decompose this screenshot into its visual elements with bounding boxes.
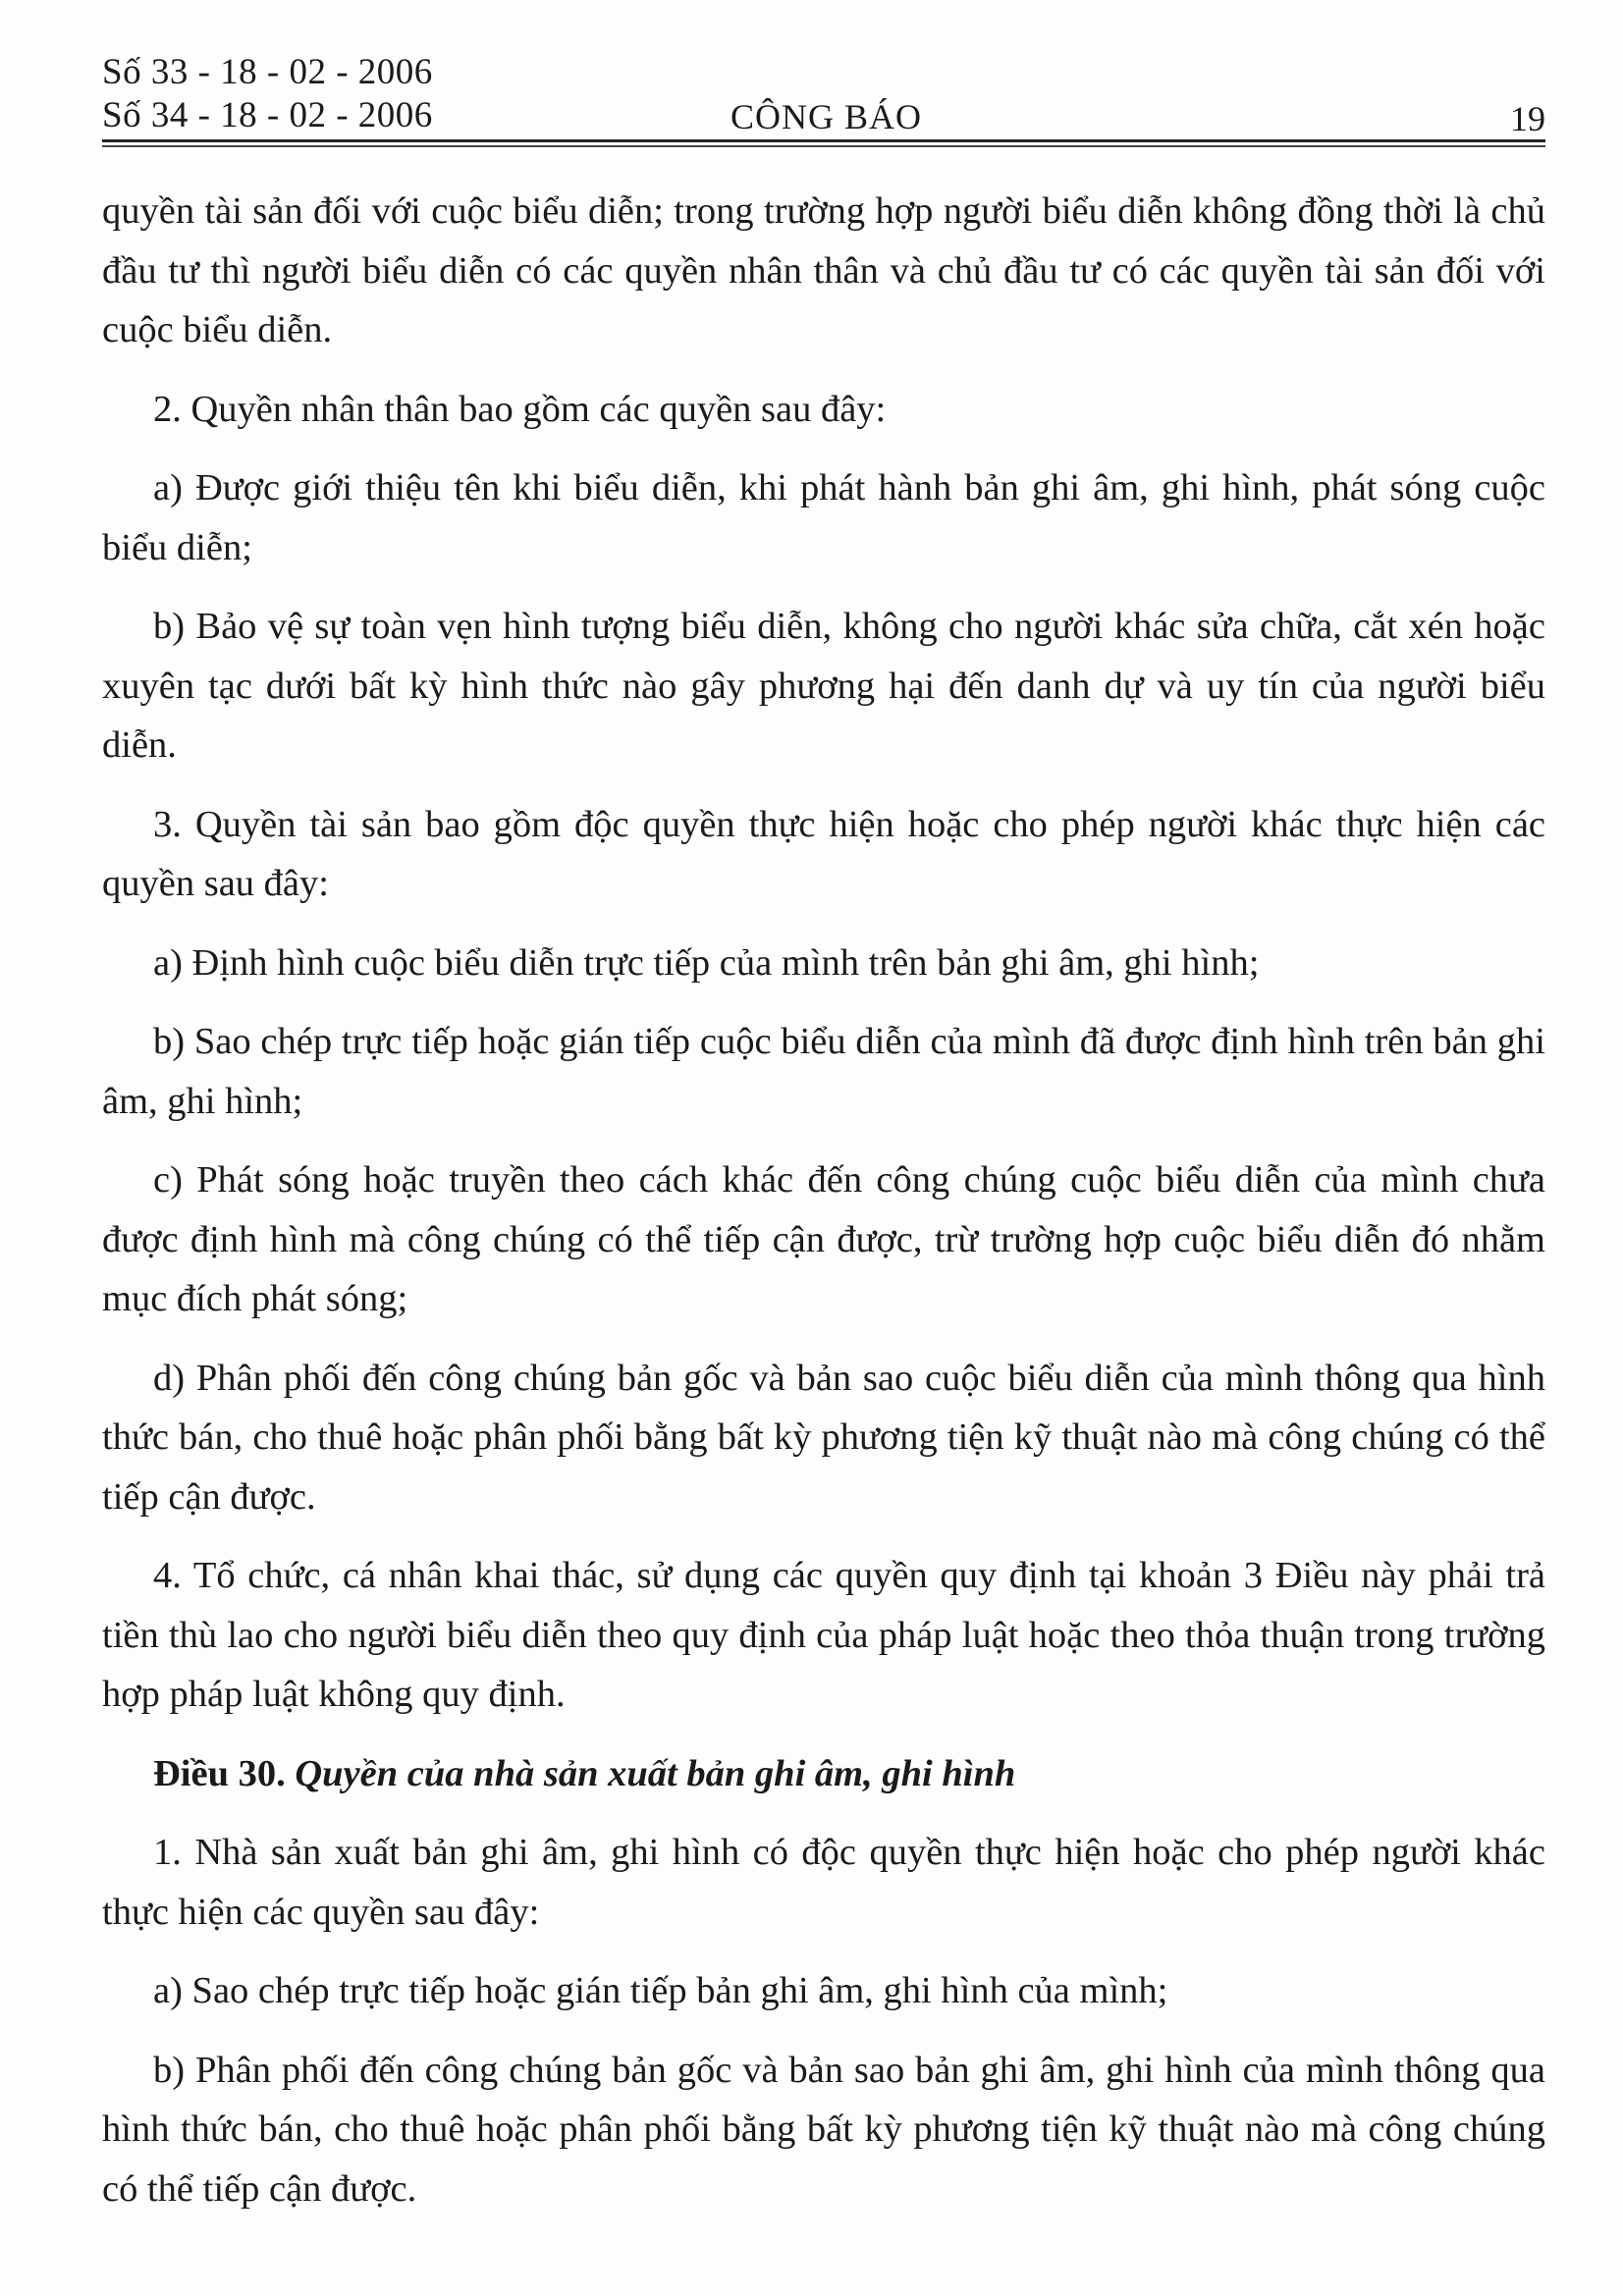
issue-line-1: Số 33 - 18 - 02 - 2006 bbox=[102, 52, 433, 92]
clause-2a: a) Được giới thiệu tên khi biểu diễn, khi phát hành bản ghi âm, ghi hình, phát sóng cuộc biểu diễn; bbox=[102, 467, 1545, 568]
clause-4: 4. Tổ chức, cá nhân khai thác, sử dụng các quyền quy định tại khoản 3 Điều này phải trả tiền thù lao cho người biểu diễn theo quy định của pháp luật hoặc theo thỏa thuận trong trường hợp pháp luật không quy định. bbox=[102, 1555, 1545, 1715]
clause-2b: b) Bảo vệ sự toàn vẹn hình tượng biểu diễn, không cho người khác sửa chữa, cắt xén hoặc xuyên tạc dưới bất kỳ hình thức nào gây phương hại đến danh dự và uy tín của người biểu diễn. bbox=[102, 606, 1545, 766]
article-number: Điều 30. bbox=[153, 1752, 286, 1794]
issue-numbers bbox=[102, 51, 433, 137]
clause-3a: a) Định hình cuộc biểu diễn trực tiếp của mình trên bản ghi âm, ghi hình; bbox=[153, 941, 1260, 984]
article-30-clause-1b: b) Phân phối đến công chúng bản gốc và bản sao bản ghi âm, ghi hình của mình thông qua hình thức bán, cho thuê hoặc phân phối bằng bất kỳ phương tiện kỹ thuật nào mà công chúng có thể tiếp cận được. bbox=[102, 2049, 1545, 2210]
clause-3c: c) Phát sóng hoặc truyền theo cách khác đến công chúng cuộc biểu diễn của mình chưa được định hình mà công chúng có thể tiếp cận được, trừ trường hợp cuộc biểu diễn đó nhằm mục đích phát sóng; bbox=[102, 1159, 1545, 1319]
page-number: 19 bbox=[1510, 99, 1545, 138]
article-title: Quyền của nhà sản xuất bản ghi âm, ghi hình bbox=[295, 1752, 1016, 1794]
gazette-title: CÔNG BÁO bbox=[730, 97, 923, 136]
header-rule-thick bbox=[102, 139, 1545, 142]
clause-3b: b) Sao chép trực tiếp hoặc gián tiếp cuộc biểu diễn của mình đã được định hình trên bản ghi âm, ghi hình; bbox=[102, 1021, 1545, 1122]
clause-3d: d) Phân phối đến công chúng bản gốc và bản sao cuộc biểu diễn của mình thông qua hình thức bán, cho thuê hoặc phân phối bằng bất kỳ phương tiện kỹ thuật nào mà công chúng có thể tiếp cận được. bbox=[102, 1357, 1545, 1518]
article-heading bbox=[102, 1744, 1545, 1804]
clause-2: 2. Quyền nhân thân bao gồm các quyền sau đây: bbox=[153, 388, 887, 430]
paragraph-continued: quyền tài sản đối với cuộc biểu diễn; trong trường hợp người biểu diễn không đồng thời là chủ đầu tư thì người biểu diễn có các quyền nhân thân và chủ đầu tư có các quyền tài sản đối với cuộc biểu diễn. bbox=[102, 190, 1545, 350]
body-text bbox=[102, 182, 1545, 2238]
page-header bbox=[102, 51, 1545, 145]
issue-line-2: Số 34 - 18 - 02 - 2006 bbox=[102, 95, 433, 135]
article-30-clause-1: 1. Nhà sản xuất bản ghi âm, ghi hình có độc quyền thực hiện hoặc cho phép người khác thực hiện các quyền sau đây: bbox=[102, 1832, 1545, 1933]
article-30-clause-1a: a) Sao chép trực tiếp hoặc gián tiếp bản ghi âm, ghi hình của mình; bbox=[153, 1970, 1168, 2011]
header-rule-thin bbox=[102, 145, 1545, 147]
clause-3: 3. Quyền tài sản bao gồm độc quyền thực hiện hoặc cho phép người khác thực hiện các quyền sau đây: bbox=[102, 803, 1545, 904]
